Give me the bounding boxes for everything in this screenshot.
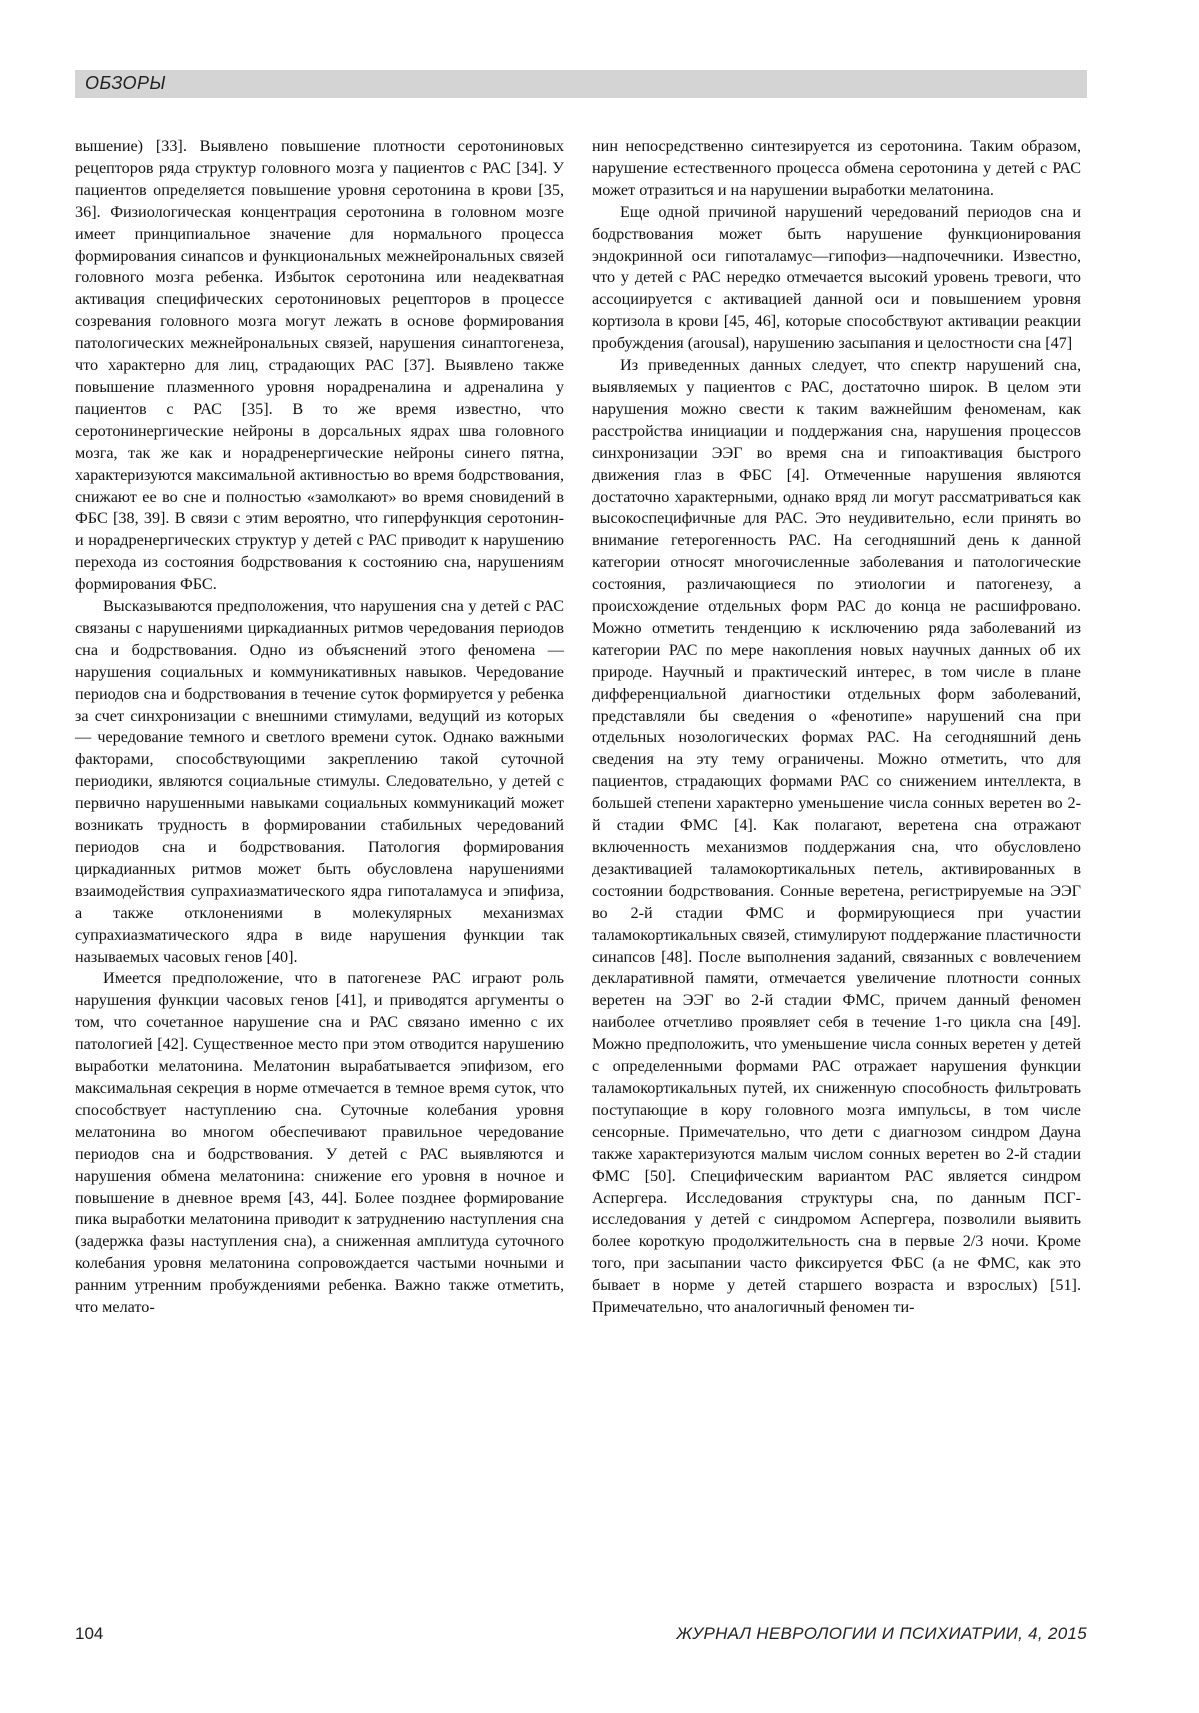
paragraph: Высказываются предположения, что нарушения сна у детей с РАС связаны с нарушениями циркадианных ритмов чередования периодов сна и бодрствования. Одно из объяснений этого феномена — нарушения социальных и коммуникативных навыков. Чередование периодов сна и бодрствования в течение суток формируется у ребенка за счет синхронизации с внешними стимулами, ведущий из которых — чередование темного и светлого времени суток. Однако важными факторами, способствующими закреплению такой суточной периодики, являются социальные стимулы. Следовательно, у детей с первично нарушенными навыками социальных коммуникаций может возникать трудность в формировании стабильных чередований периодов сна и бодрствования. Патология формирования циркадианных ритмов может быть обусловлена нарушениями взаимодействия супрахиазматического ядра гипоталамуса и эпифиза, а также отклонениями в молекулярных механизмах супрахиазматического ядра в виде нарушения функции так называемых часовых генов [40]. <box>75 597 564 966</box>
section-title: ОБЗОРЫ <box>85 73 166 93</box>
paragraph: Имеется предположение, что в патогенезе РАС играют роль нарушения функции часовых генов [41], и приводятся аргументы о том, что сочетанное нарушение сна и РАС связано именно с их патологией [42]. Существенное место при этом отводится нарушению выработки мелатонина. Мелатонин вырабатывается эпифизом, его максимальная секреция в норме отмечается в темное время суток, что способствует наступлению сна. Суточные колебания уровня мелатонина во многом обеспечивают правильное чередование периодов сна и бодрствования. У детей с РАС выявляются и нарушения обмена мелатонина: снижение его уровня в ночное и повышение в дневное время [43, 44]. Более позднее формирование пика выработки мелатонина приводит к затруднению наступления сна (задержка фазы наступления сна), а сниженная амплитуда суточного колебания уровня мелатонина сопровождается частыми ночными и ранним утренним пробуждениями ребенка. Важно также отметить, что мелато- <box>75 969 564 1317</box>
paragraph: вышение) [33]. Выявлено повышение плотности серотониновых рецепторов ряда структур головного мозга у пациентов с РАС [34]. У пациентов определяется повышение уровня серотонина в крови [35, 36]. Физиологическая концентрация серотонина в головном мозге имеет принципиальное значение для нормального процесса формирования синапсов и функциональных межнейрональных связей головного мозга ребенка. Избыток серотонина или неадекватная активация специфических серотониновых рецепторов в процессе созревания головного мозга могут лежать в основе формирования патологических межнейрональных связей, нарушения синаптогенеза, что характерно для лиц, страдающих РАС [37]. Выявлено также повышение плазменного уровня норадреналина и адреналина у пациентов с РАС [35]. В то же время известно, что серотонинергические нейроны в дорсальных ядрах шва головного мозга, так же как и норадренергические нейроны синего пятна, характеризуются максимальной активностью во время бодрствования, снижают ее во сне и полностью «замолкают» во время сновидений в ФБС [38, 39]. В связи с этим вероятно, что гиперфункция серотонин- и норадренергических структур у детей с РАС приводит к нарушению перехода из состояния бодрствования к состоянию сна, нарушениям формирования ФБС. <box>75 137 564 594</box>
journal-title: ЖУРНАЛ НЕВРОЛОГИИ И ПСИХИАТРИИ, 4, 2015 <box>676 1624 1087 1643</box>
left-column <box>75 136 564 1319</box>
right-column <box>592 136 1081 1319</box>
paragraph: Еще одной причиной нарушений чередований периодов сна и бодрствования может быть нарушение функционирования эндокринной оси гипоталамус—гипофиз—надпочечники. Известно, что у детей с РАС нередко отмечается высокий уровень тревоги, что ассоциируется с активацией данной оси и повышением уровня кортизола в крови [45, 46], которые способствуют активации реакции пробуждения (arousal), нарушению засыпания и целостности сна [47] <box>592 202 1081 353</box>
paragraph: нин непосредственно синтезируется из серотонина. Таким образом, нарушение естественного процесса обмена серотонина у детей с РАС может отразиться и на нарушении выработки мелатонина. <box>592 137 1081 199</box>
section-header-bar <box>75 70 1087 98</box>
page-number: 104 <box>75 1624 104 1643</box>
paragraph: Из приведенных данных следует, что спектр нарушений сна, выявляемых у пациентов с РАС, достаточно широк. В целом эти нарушения можно свести к таким важнейшим феноменам, как расстройства инициации и поддержания сна, нарушения процессов синхронизации ЭЭГ во время сна и гипоактивация быстрого движения глаз в ФБС [4]. Отмеченные нарушения являются достаточно характерными, однако вряд ли могут рассматриваться как высокоспецифичные для РАС. Это неудивительно, если принять во внимание гетерогенность РАС. На сегодняшний день к данной категории относят многочисленные заболевания и патологические состояния, различающиеся по этиологии и патогенезу, а происхождение отдельных форм РАС до конца не расшифровано. Можно отметить тенденцию к исключению ряда заболеваний из категории РАС по мере накопления новых научных данных об их природе. Научный и практический интерес, в том числе в плане дифференциальной диагностики отдельных форм заболеваний, представляли бы сведения о «фенотипе» нарушений сна при отдельных нозологических формах РАС. На сегодняшний день сведения на эту тему ограничены. Можно отметить, что для пациентов, страдающих формами РАС со снижением интеллекта, в большей степени характерно уменьшение числа сонных веретен во 2-й стадии ФМС [4]. Как полагают, веретена сна отражают включенность механизмов поддержания сна, что обусловлено дезактивацией таламокортикальных петель, активированных в состоянии бодрствования. Сонные веретена, регистрируемые на ЭЭГ во 2-й стадии ФМС и формирующиеся при участии таламокортикальных связей, стимулируют поддержание пластичности синапсов [48]. После выполнения заданий, связанных с вовлечением декларативной памяти, отмечается увеличение плотности сонных веретен на ЭЭГ во 2-й стадии ФМС, причем данный феномен наиболее отчетливо проявляет себя в течение 1-го цикла сна [49]. Можно предположить, что уменьшение числа сонных веретен у детей с определенными формами РАС отражает нарушения функции таламокортикальных путей, их сниженную способность фильтровать поступающие в кору головного мозга импульсы, в том числе сенсорные. Примечательно, что дети с диагнозом синдром Дауна также характеризуются малым числом сонных веретен во 2-й стадии ФМС [50]. Специфическим вариантом РАС является синдром Аспергера. Исследования структуры сна, по данным ПСГ-исследования у детей с синдромом Аспергера, позволили выявить более короткую продолжительность сна в первые 2/3 ночи. Кроме того, при засыпании часто фиксируется ФБС (а не ФМС, как это бывает в норме у детей старшего возраста и взрослых) [51]. Примечательно, что аналогичный феномен ти- <box>592 356 1081 1317</box>
